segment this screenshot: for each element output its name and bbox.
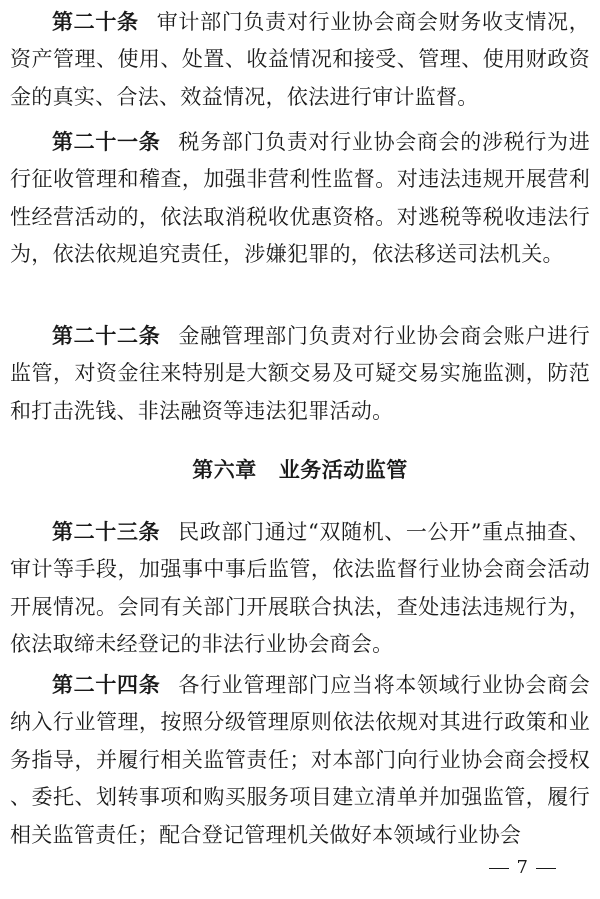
page-number [481, 856, 564, 880]
article-body: 审计部门负责对行业协会商会财务收支情况，资产管理、使用、处置、收益情况和接受、管理、使用财政资金的真实、合法、效益情况，依法进行审计监督。 [10, 10, 590, 109]
dash-right [536, 868, 556, 869]
article-heading: 第二十二条 [52, 324, 161, 348]
article-heading: 第二十四条 [52, 673, 161, 697]
article-22-paragraph [10, 318, 590, 430]
article-heading: 第二十条 [52, 10, 139, 34]
chapter-heading [0, 452, 600, 489]
article-body: 税务部门负责对行业协会商会的涉税行为进行征收管理和稽查，加强非营利性监督。对违法违规开展营利性经营活动的，依法取消税收优惠资格。对逃税等税收违法行为，依法依规追究责任，涉嫌犯罪的，依法移送司法机关。 [10, 130, 591, 267]
chapter-title: 业务活动监管 [278, 458, 408, 482]
article-21-paragraph [10, 124, 590, 274]
article-24-paragraph [10, 667, 590, 854]
article-23-paragraph [10, 514, 590, 664]
article-heading: 第二十三条 [52, 520, 161, 544]
article-body: 各行业管理部门应当将本领域行业协会商会纳入行业管理，按照分级管理原则依法依规对其进行政策和业务指导，并履行相关监管责任；对本部门向行业协会商会授权、委托、划转事项和购买服务项目建立清单并加强监管，履行相关监管责任；配合登记管理机关做好本领域行业协会 [10, 673, 591, 847]
dash-left [489, 868, 509, 869]
article-20-paragraph [10, 4, 590, 116]
chapter-number: 第六章 [192, 458, 257, 482]
article-body: 金融管理部门负责对行业协会商会账户进行监管，对资金往来特别是大额交易及可疑交易实施监测，防范和打击洗钱、非法融资等违法犯罪活动。 [10, 324, 591, 423]
article-body: 民政部门通过“双随机、一公开”重点抽查、审计等手段，加强事中事后监管，依法监督行业协会商会活动开展情况。会同有关部门开展联合执法，查处违法违规行为，依法取缔未经登记的非法行业协会商会。 [10, 520, 590, 657]
article-heading: 第二十一条 [52, 130, 161, 154]
page-number-value: 7 [516, 857, 528, 878]
